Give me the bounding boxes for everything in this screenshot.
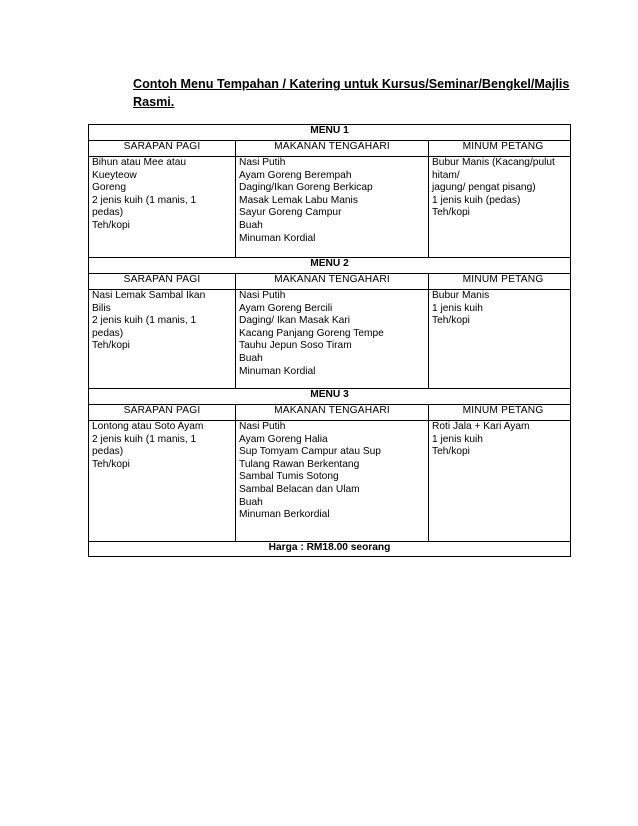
menu-item: Teh/kopi: [92, 219, 130, 231]
menu-item: Ayam Goreng Bercili: [239, 302, 333, 314]
menu-item: Bihun atau Mee atau: [92, 157, 187, 168]
menu-item: pedas): [92, 207, 124, 219]
column-header-makanan-tengahari: MAKANAN TENGAHARI: [236, 141, 429, 157]
menu-item: Buah: [239, 352, 263, 364]
menu-content-row: [89, 290, 571, 389]
menu-heading: MENU 2: [89, 258, 571, 274]
menu-cell-tengahari: [236, 421, 429, 542]
menu-item: Teh/kopi: [432, 315, 470, 327]
menu-cell-tengahari: [236, 157, 429, 258]
menu-item: Goreng: [92, 182, 126, 194]
menu-item: hitam/: [432, 169, 460, 181]
menu-heading: MENU 1: [89, 125, 571, 141]
menu-item: Kacang Panjang Goreng Tempe: [239, 327, 384, 339]
menu-item: Sambal Belacan dan Ulam: [239, 483, 360, 495]
menu-item: Nasi Putih: [239, 290, 286, 301]
menu-item: Nasi Lemak Sambal Ikan: [92, 290, 206, 301]
menu-item: Ayam Goreng Berempah: [239, 169, 352, 181]
column-header-minum-petang: MINUM PETANG: [429, 274, 571, 290]
menu-item: Daging/ Ikan Masak Kari: [239, 315, 350, 327]
menu-item: Sayur Goreng Campur: [239, 207, 342, 219]
column-header-sarapan-pagi: SARAPAN PAGI: [89, 141, 236, 157]
menu-item: 1 jenis kuih: [432, 433, 483, 445]
column-header-minum-petang: MINUM PETANG: [429, 405, 571, 421]
menu-item: Kueyteow: [92, 169, 137, 181]
menu-cell-petang: [429, 157, 571, 258]
menu-item: Bilis: [92, 302, 111, 314]
menu-item: Minuman Kordial: [239, 232, 316, 244]
menu-item: Roti Jala + Kari Ayam: [432, 421, 530, 432]
menu-item: Buah: [239, 219, 263, 231]
menu-item: 1 jenis kuih: [432, 302, 483, 314]
menu-content-row: [89, 421, 571, 542]
menu-item: Teh/kopi: [432, 207, 470, 219]
column-header-makanan-tengahari: MAKANAN TENGAHARI: [236, 274, 429, 290]
menu-cell-sarapan: [89, 157, 236, 258]
menu-item: Teh/kopi: [92, 458, 130, 470]
menu-table: [88, 124, 571, 557]
menu-content-row: [89, 157, 571, 258]
menu-cell-sarapan: [89, 421, 236, 542]
menu-heading: MENU 3: [89, 389, 571, 405]
price-row: [89, 542, 571, 557]
menu-table-body: [89, 125, 571, 557]
menu-item: Buah: [239, 496, 263, 508]
menu-item: 1 jenis kuih (pedas): [432, 194, 521, 206]
menu-item: Ayam Goreng Halia: [239, 433, 328, 445]
menu-item: Minuman Kordial: [239, 365, 316, 377]
menu-cell-petang: [429, 421, 571, 542]
title-line-1: Contoh Menu Tempahan / Katering untuk Kursus/Seminar/Bengkel/Majlis: [133, 77, 570, 91]
menu-item: 2 jenis kuih (1 manis, 1: [92, 433, 197, 445]
menu-item: Minuman Berkordial: [239, 509, 330, 521]
menu-item: jagung/ pengat pisang): [432, 182, 536, 194]
menu-item: 2 jenis kuih (1 manis, 1: [92, 194, 197, 206]
menu-cell-sarapan: [89, 290, 236, 389]
menu-item: pedas): [92, 327, 124, 339]
document-title: [133, 75, 573, 111]
price-label: Harga : RM18.00 seorang: [89, 542, 571, 557]
menu-heading-row: [89, 125, 571, 141]
menu-item: 2 jenis kuih (1 manis, 1: [92, 315, 197, 327]
column-header-sarapan-pagi: SARAPAN PAGI: [89, 405, 236, 421]
menu-item: Masak Lemak Labu Manis: [239, 194, 358, 206]
menu-item: Sup Tomyam Campur atau Sup: [239, 446, 381, 458]
column-header-minum-petang: MINUM PETANG: [429, 141, 571, 157]
menu-cell-petang: [429, 290, 571, 389]
menu-item: Bubur Manis (Kacang/pulut: [432, 157, 555, 168]
column-header-makanan-tengahari: MAKANAN TENGAHARI: [236, 405, 429, 421]
menu-heading-row: [89, 389, 571, 405]
menu-item: Sambal Tumis Sotong: [239, 471, 339, 483]
menu-item: Nasi Putih: [239, 421, 286, 432]
menu-item: Lontong atau Soto Ayam: [92, 421, 204, 432]
menu-cell-tengahari: [236, 290, 429, 389]
menu-item: Nasi Putih: [239, 157, 286, 168]
column-header-row: [89, 141, 571, 157]
menu-item: Bubur Manis: [432, 290, 490, 301]
menu-item: pedas): [92, 446, 124, 458]
title-line-2: Rasmi.: [133, 95, 175, 109]
menu-item: Tauhu Jepun Soso Tiram: [239, 340, 352, 352]
menu-item: Teh/kopi: [92, 340, 130, 352]
menu-item: Daging/Ikan Goreng Berkicap: [239, 182, 373, 194]
menu-heading-row: [89, 258, 571, 274]
column-header-sarapan-pagi: SARAPAN PAGI: [89, 274, 236, 290]
menu-item: Tulang Rawan Berkentang: [239, 458, 360, 470]
column-header-row: [89, 405, 571, 421]
menu-item: Teh/kopi: [432, 446, 470, 458]
column-header-row: [89, 274, 571, 290]
